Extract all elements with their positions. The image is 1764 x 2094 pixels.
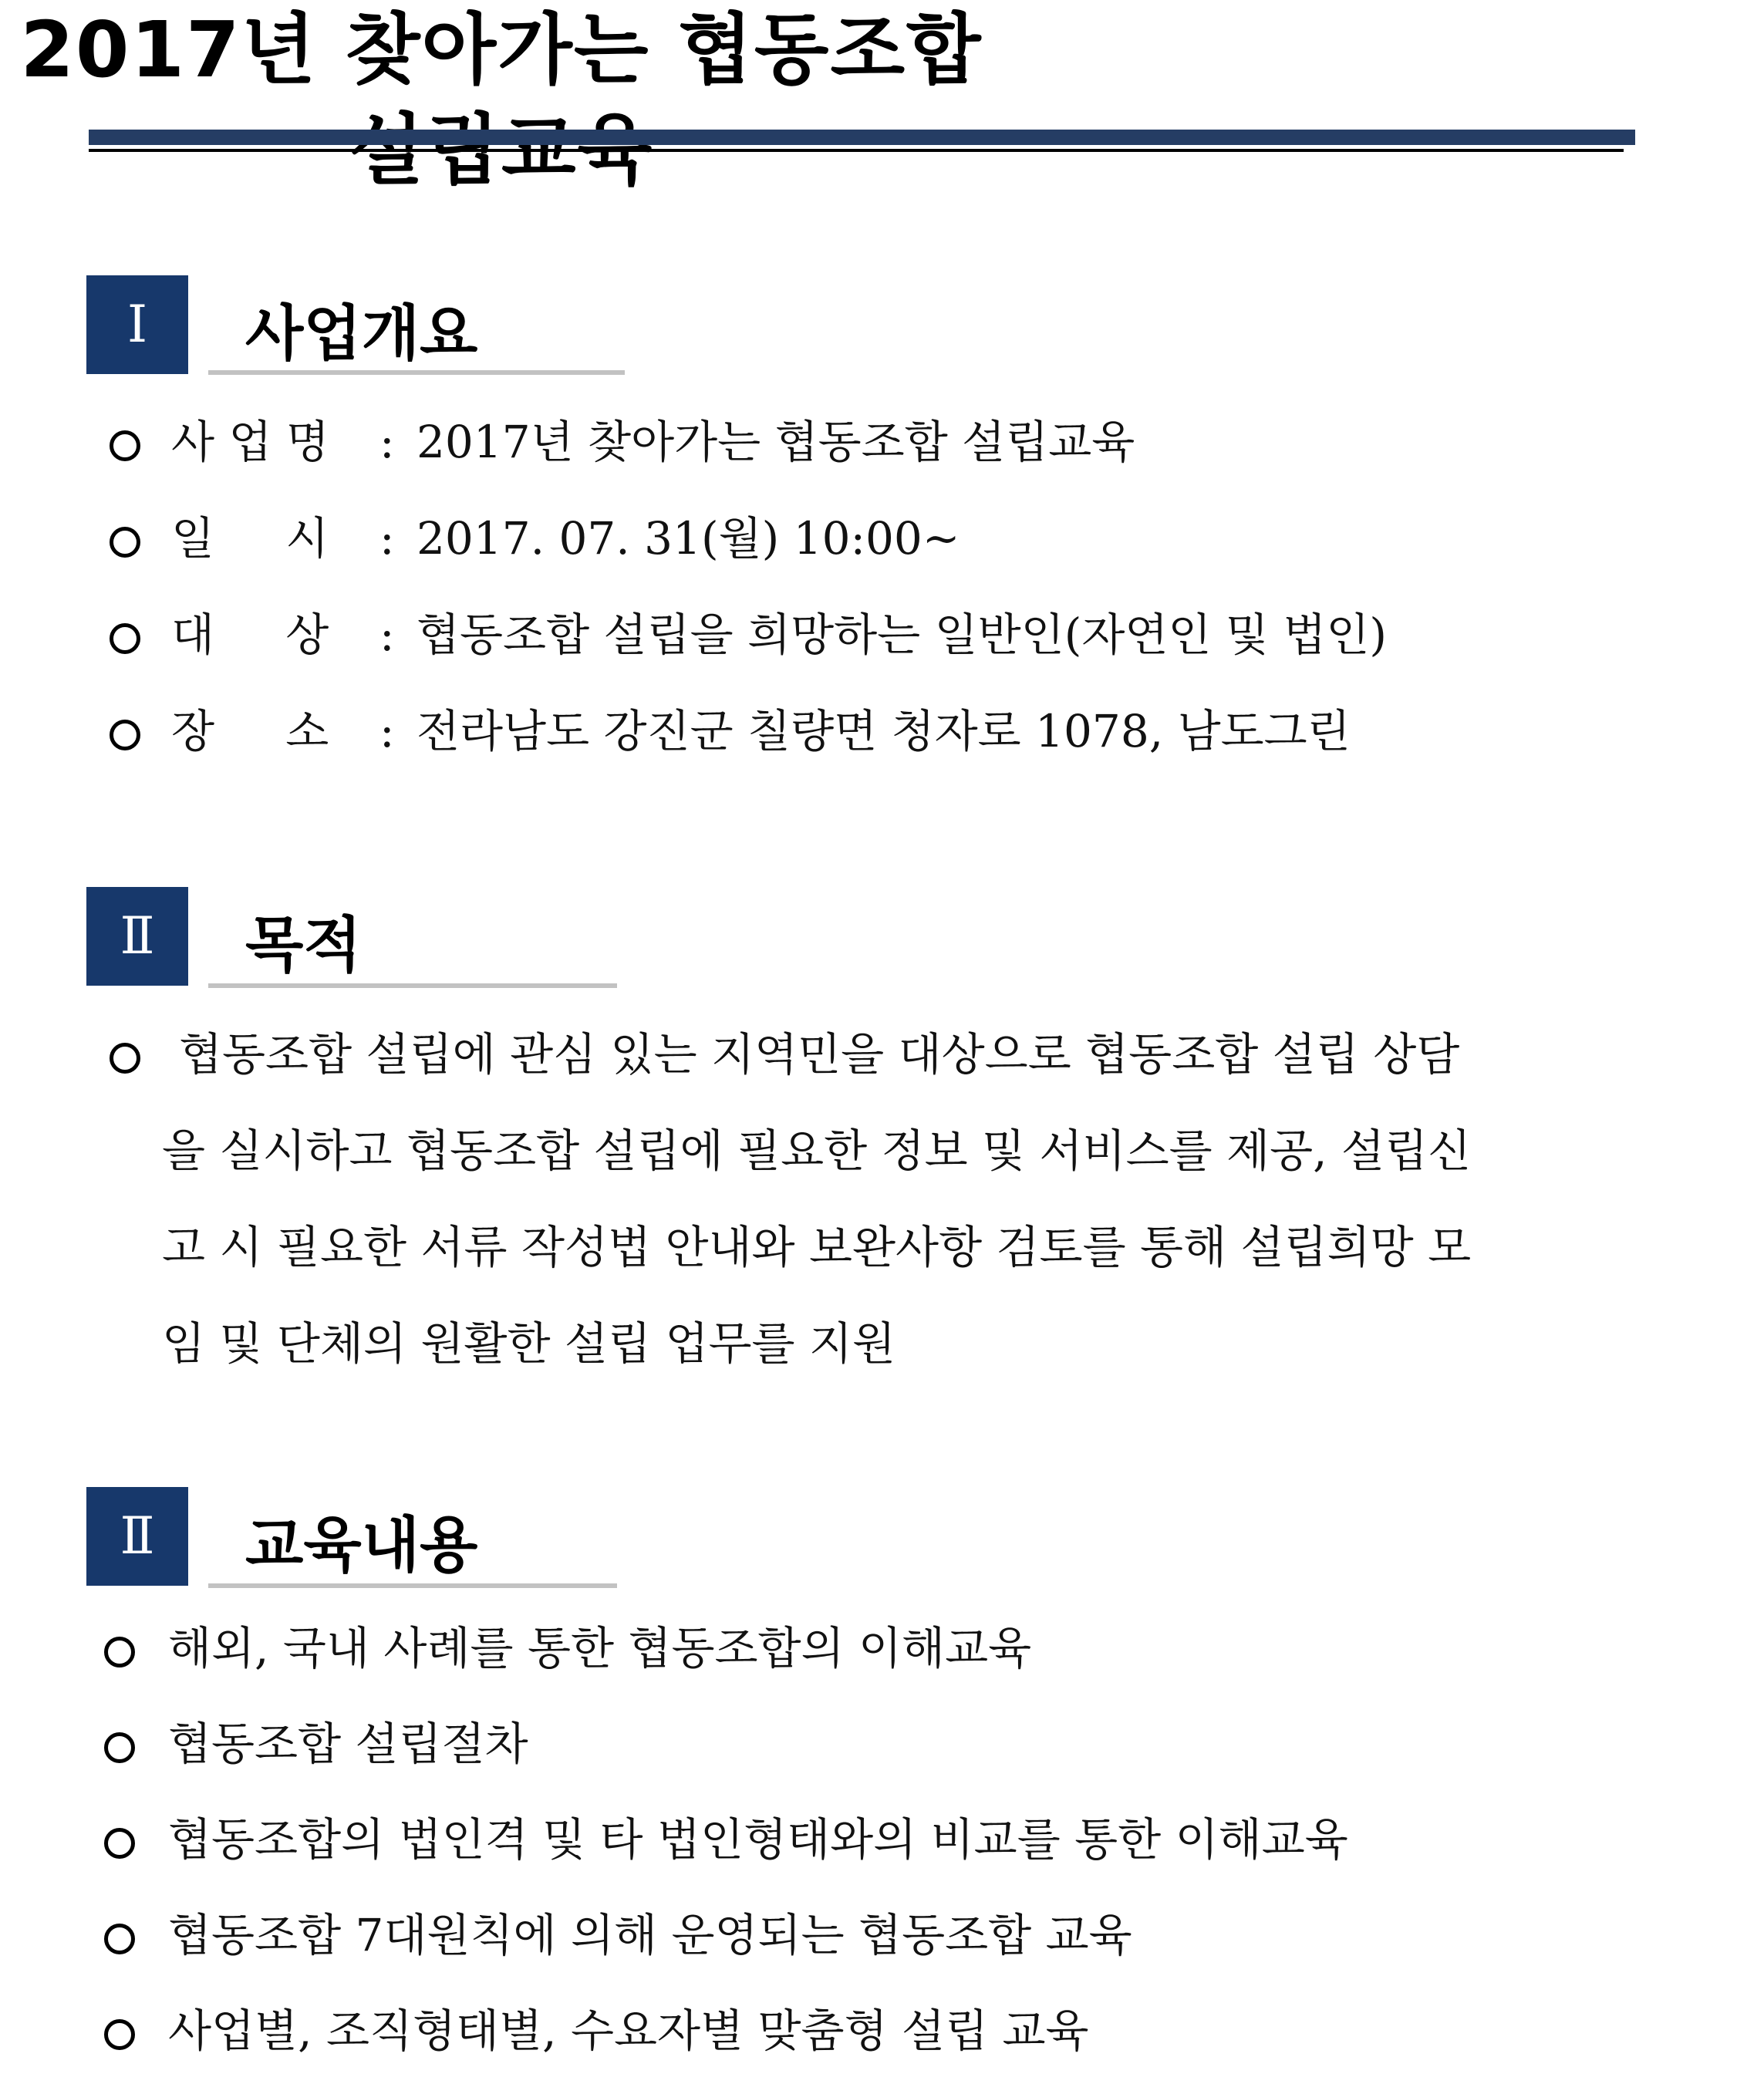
- purpose-line: 임 및 단체의 원활한 설립 업무를 지원: [162, 1317, 896, 1370]
- overview-value: 전라남도 강진군 칠량면 청자로 1078, 남도그린: [417, 705, 1351, 757]
- contents-item-text: 해외, 국내 사례를 통한 협동조합의 이해교육: [168, 1622, 1032, 1674]
- overview-label: 대 상: [171, 609, 329, 661]
- overview-value: 협동조합 설립을 희망하는 일반인(자연인 및 법인): [417, 609, 1388, 661]
- section-3-title: 교육내용: [245, 1511, 478, 1580]
- section-1-title: 사업개요: [245, 299, 478, 369]
- section-3-number: Ⅱ: [86, 1487, 188, 1586]
- title-rule-thin: [89, 149, 1624, 152]
- purpose-line: 을 실시하고 협동조합 설립에 필요한 정보 및 서비스를 제공, 설립신: [162, 1125, 1472, 1177]
- overview-label: 사 업 명: [171, 416, 329, 468]
- circle-bullet-icon: [104, 2019, 135, 2050]
- purpose-line: 협동조합 설립에 관심 있는 지역민을 대상으로 협동조합 설립 상담: [179, 1028, 1460, 1081]
- overview-colon: :: [379, 416, 395, 468]
- section-2-underline: [208, 983, 617, 988]
- section-3-underline: [208, 1583, 617, 1588]
- overview-colon: :: [379, 512, 395, 565]
- contents-item-text: 협동조합 설립절차: [168, 1718, 528, 1770]
- overview-label: 일 시: [171, 512, 329, 565]
- overview-colon: :: [379, 705, 395, 757]
- purpose-line: 고 시 필요한 서류 작성법 안내와 보완사항 검토를 통해 설립희망 모: [162, 1221, 1472, 1273]
- circle-bullet-icon: [104, 1924, 135, 1954]
- title-rule-thick: [89, 130, 1635, 145]
- document-title: 2017년 찾아가는 협동조합: [20, 5, 983, 95]
- contents-item-text: 사업별, 조직형태별, 수요자별 맞춤형 설립 교육: [168, 2005, 1089, 2057]
- section-2-title: 목적: [245, 911, 362, 980]
- circle-bullet-icon: [110, 720, 140, 750]
- section-1-number: Ⅰ: [86, 275, 188, 374]
- contents-item-text: 협동조합의 법인격 및 타 법인형태와의 비교를 통한 이해교육: [168, 1813, 1348, 1866]
- section-1-underline: [208, 370, 625, 375]
- circle-bullet-icon: [110, 527, 140, 558]
- circle-bullet-icon: [110, 623, 140, 654]
- overview-label: 장 소: [171, 705, 329, 757]
- circle-bullet-icon: [110, 430, 140, 461]
- circle-bullet-icon: [104, 1828, 135, 1859]
- overview-value: 2017. 07. 31(월) 10:00~: [417, 512, 960, 565]
- circle-bullet-icon: [104, 1732, 135, 1763]
- circle-bullet-icon: [110, 1043, 140, 1074]
- overview-colon: :: [379, 609, 395, 661]
- circle-bullet-icon: [104, 1637, 135, 1667]
- section-2-number: Ⅱ: [86, 887, 188, 986]
- contents-item-text: 협동조합 7대원칙에 의해 운영되는 협동조합 교육: [168, 1909, 1132, 1961]
- overview-value: 2017년 찾아가는 협동조합 설립교육: [417, 416, 1135, 468]
